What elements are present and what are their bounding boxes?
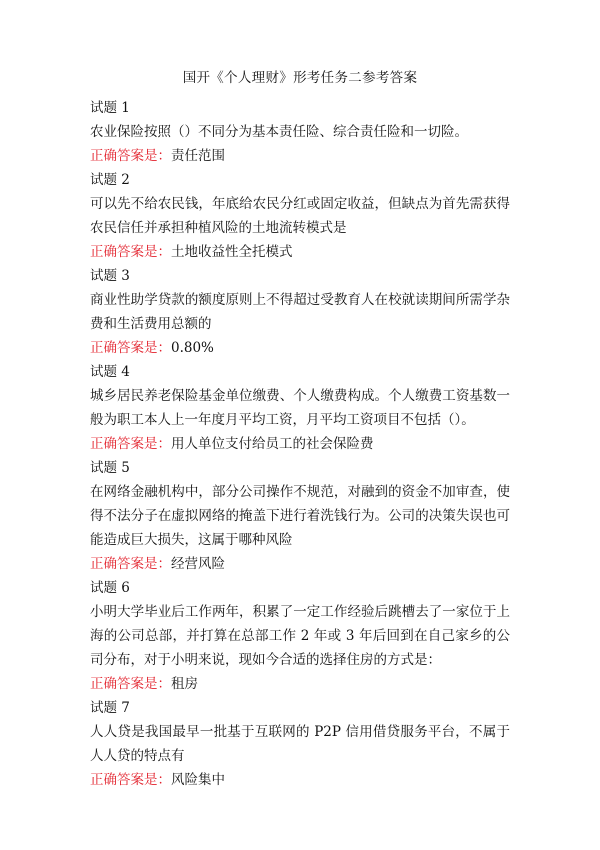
question-number: 试题 1 xyxy=(90,100,130,116)
answer-line xyxy=(90,672,510,696)
question-number: 试题 4 xyxy=(90,364,130,380)
question-text: 农业保险按照（）不同分为基本责任险、综合责任险和一切险。 xyxy=(90,124,468,140)
answer-label: 正确答案是： xyxy=(90,244,171,260)
question-block xyxy=(90,456,510,576)
answer-label: 正确答案是： xyxy=(90,436,171,452)
question-number: 试题 5 xyxy=(90,460,130,476)
answer-label: 正确答案是： xyxy=(90,676,171,692)
question-text: 城乡居民养老保险基金单位缴费、个人缴费构成。个人缴费工资基数一般为职工本人上一年度月平均工资，月平均工资项目不包括（）。 xyxy=(90,388,510,428)
answer-label: 正确答案是： xyxy=(90,148,171,164)
answer-line xyxy=(90,432,510,456)
question-text: 可以先不给农民钱，年底给农民分红或固定收益，但缺点为首先需获得农民信任并承担种植风险的土地流转模式是 xyxy=(90,196,510,236)
document-title: 国开《个人理财》形考任务二参考答案 xyxy=(182,70,418,86)
answer-value: 用人单位支付给员工的社会保险费 xyxy=(171,436,374,452)
question-block xyxy=(90,360,510,456)
question-number: 试题 2 xyxy=(90,172,130,188)
answer-value: 风险集中 xyxy=(171,772,225,788)
answer-line xyxy=(90,552,510,576)
question-text: 商业性助学贷款的额度原则上不得超过受教育人在校就读期间所需学杂费和生活费用总额的 xyxy=(90,292,510,332)
answer-value: 经营风险 xyxy=(171,556,225,572)
answer-value: 责任范围 xyxy=(171,148,225,164)
answer-label: 正确答案是： xyxy=(90,772,171,788)
question-number: 试题 6 xyxy=(90,580,130,596)
question-block xyxy=(90,576,510,696)
answer-line xyxy=(90,144,510,168)
question-block xyxy=(90,168,510,264)
question-block xyxy=(90,264,510,360)
question-block xyxy=(90,96,510,168)
answer-line xyxy=(90,336,510,360)
answer-value: 0.80% xyxy=(171,340,214,356)
answer-line xyxy=(90,240,510,264)
question-block xyxy=(90,696,510,792)
answer-value: 租房 xyxy=(171,676,198,692)
answer-label: 正确答案是： xyxy=(90,340,171,356)
question-number: 试题 3 xyxy=(90,268,130,284)
question-text: 在网络金融机构中，部分公司操作不规范，对融到的资金不加审查，使得不法分子在虚拟网络的掩盖下进行着洗钱行为。公司的决策失误也可能造成巨大损失，这属于哪种风险 xyxy=(90,484,510,548)
question-text: 人人贷是我国最早一批基于互联网的 P2P 信用借贷服务平台，不属于人人贷的特点有 xyxy=(90,724,510,764)
question-text: 小明大学毕业后工作两年，积累了一定工作经验后跳槽去了一家位于上海的公司总部，并打算在总部工作 2 年或 3 年后回到在自己家乡的公司分布，对于小明来说，现如今合适的选择住房的方式是： xyxy=(90,604,510,668)
question-list xyxy=(90,96,510,792)
answer-line xyxy=(90,768,510,792)
answer-value: 土地收益性全托模式 xyxy=(171,244,293,260)
answer-label: 正确答案是： xyxy=(90,556,171,572)
question-number: 试题 7 xyxy=(90,700,130,716)
